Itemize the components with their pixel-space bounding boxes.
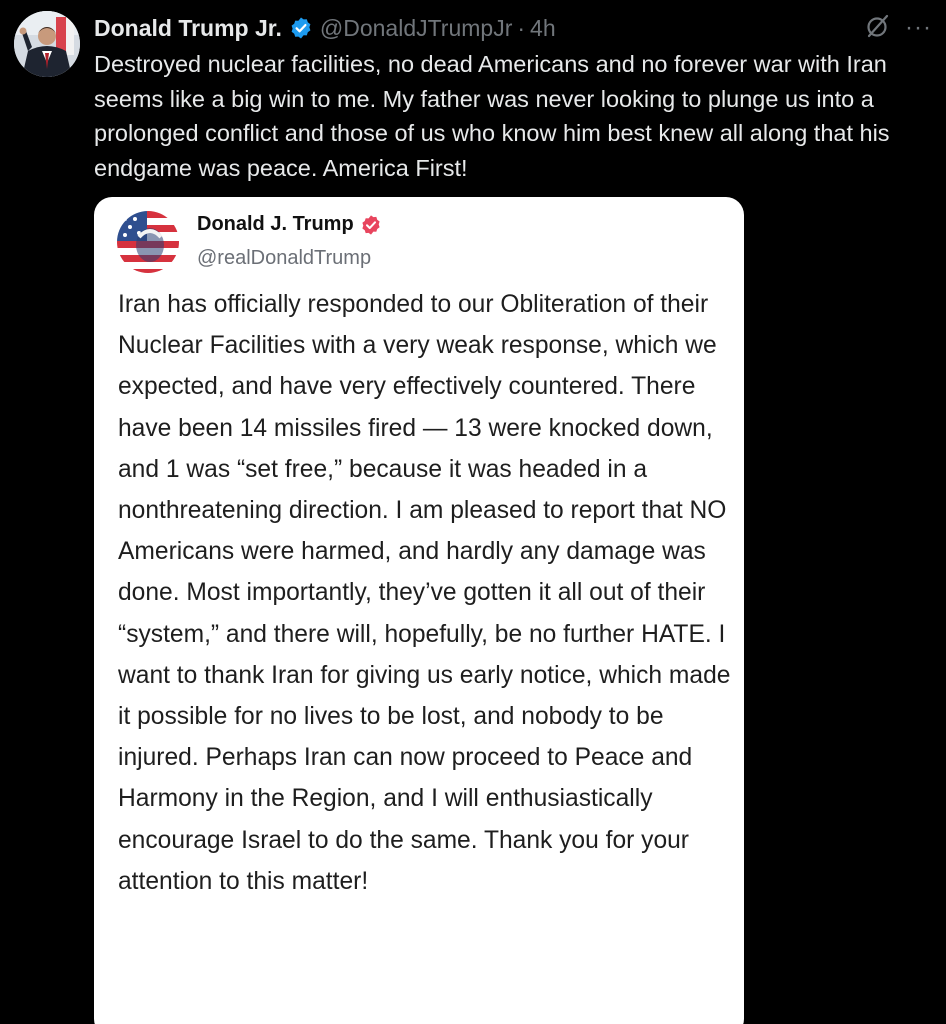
post-header <box>94 10 556 46</box>
truth-verified-badge-icon <box>360 214 382 236</box>
quoted-author-avatar[interactable] <box>117 211 179 273</box>
quoted-author-name[interactable]: Donald J. Trump <box>197 213 354 235</box>
grok-icon[interactable] <box>865 13 891 44</box>
quoted-author-row <box>197 213 382 236</box>
author-name[interactable]: Donald Trump Jr. <box>94 14 282 41</box>
more-options-icon[interactable]: ··· <box>905 14 932 41</box>
quoted-post-card[interactable] <box>94 197 744 1024</box>
post-text: Destroyed nuclear facilities, no dead Americans and no forever war with Iran seems like a big win to me. My father was never looking to plunge us into a prolonged conflict and those of us who know him best knew all along that his endgame was peace. America First! <box>94 51 890 181</box>
author-avatar[interactable] <box>14 11 80 77</box>
author-handle[interactable]: @DonaldJTrumpJr <box>319 14 513 41</box>
separator-dot: · <box>517 14 526 41</box>
verified-badge-icon <box>289 16 313 40</box>
quoted-post-text: Iran has officially responded to our Obliteration of their Nuclear Facilities with a very weak response, which we expected, and have very effectively countered. There have been 14 missiles fired — 13 were knocked down, and 1 was “set free,” because it was headed in a nonthreatening direction. I am pleased to report that NO Americans were harmed, and hardly any damage was done. Most importantly, they’ve gotten it all out of their “system,” and there will, hopefully, be no further HATE. I want to thank Iran for giving us early notice, which made it possible for no lives to be lost, and nobody to be injured. Perhaps Iran can now proceed to Peace and Harmony in the Region, and I will enthusiastically encourage Israel to do the same. Thank you for your attention to this matter! <box>118 291 731 895</box>
timestamp[interactable]: 4h <box>530 14 556 41</box>
post-actions <box>865 10 932 46</box>
quoted-author-handle[interactable]: @realDonaldTrump <box>197 247 372 269</box>
